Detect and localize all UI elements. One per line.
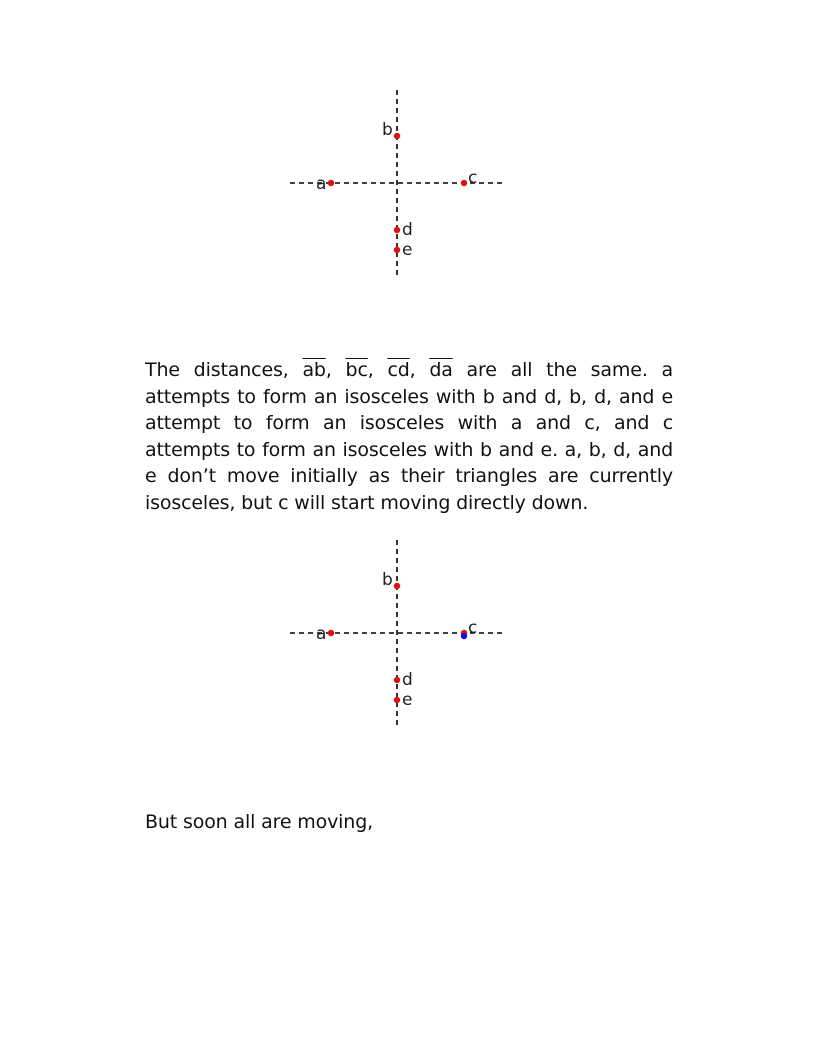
separator: , <box>367 359 388 381</box>
point-b <box>394 133 400 139</box>
point-d-label: d <box>402 220 413 240</box>
point-b-label: b <box>382 570 393 590</box>
separator: , <box>409 359 430 381</box>
point-b <box>394 583 400 589</box>
point-a <box>328 630 334 636</box>
point-c-label: c <box>468 168 478 188</box>
point-d <box>394 227 400 233</box>
figure-initial-configuration <box>280 85 520 285</box>
segment-da: $\overline{da}$ <box>429 359 453 381</box>
segment-ab: $\overline{ab}$ <box>302 359 326 381</box>
point-a-label: a <box>316 624 327 644</box>
point-c <box>461 180 467 186</box>
point-e <box>394 697 400 703</box>
point-e-label: e <box>402 240 413 260</box>
point-c-label: c <box>468 618 478 638</box>
point-e-label: e <box>402 690 413 710</box>
segment-cd: $\overline{cd}$ <box>387 359 410 381</box>
point-b-label: b <box>382 120 393 140</box>
closing-paragraph: But soon all are moving, <box>145 811 373 833</box>
segment-bc: $\overline{bc}$ <box>345 359 368 381</box>
point-d <box>394 677 400 683</box>
point-d-label: d <box>402 670 413 690</box>
explanation-paragraph <box>145 357 673 517</box>
point-c-moving-marker <box>461 633 467 639</box>
figure-c-moving <box>280 535 520 735</box>
separator: , <box>325 359 346 381</box>
figure-1-plot <box>280 85 520 285</box>
point-e <box>394 247 400 253</box>
figure-2-plot <box>280 535 520 735</box>
paragraph-rest: are all the same. a attempts to form an isosceles with b and d, b, d, and e attempt to form an isosceles with a and c, and c attempts to form an isosceles with b and e. a, b, d, and e don’t move initially as their triangles are currently isosceles, but c will start moving directly down. <box>145 359 674 514</box>
point-a <box>328 180 334 186</box>
paragraph-lead: The distances, <box>145 359 303 381</box>
point-a-label: a <box>316 174 327 194</box>
